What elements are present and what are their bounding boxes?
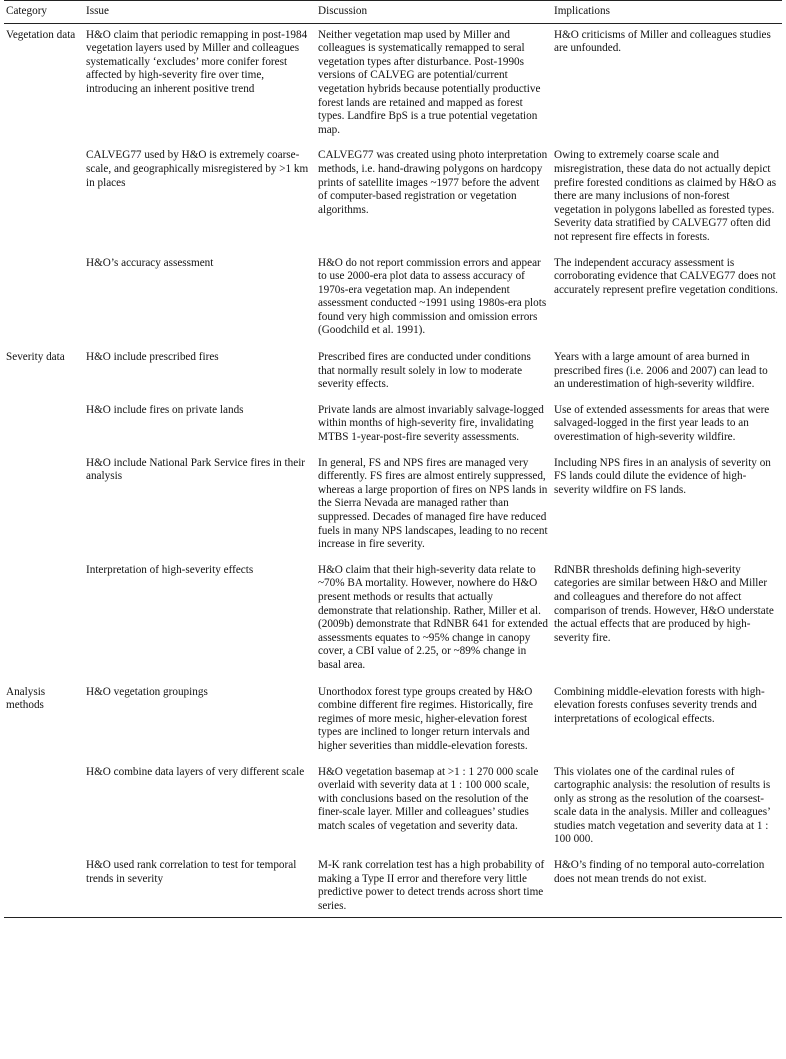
table-row <box>4 23 782 145</box>
discussion-cell: Prescribed fires are conducted under conditions that normally result solely in low to moderate severity effects. <box>318 351 531 391</box>
header-row <box>4 1 782 24</box>
issues-table <box>4 0 782 918</box>
issue-cell: H&O include prescribed fires <box>86 351 219 364</box>
category-cell <box>4 453 84 560</box>
implications-cell: H&O’s finding of no temporal auto-correlation does not mean trends do not exist. <box>552 855 782 918</box>
header-category: Category <box>4 1 84 24</box>
table-header <box>4 1 782 24</box>
issue-cell: H&O vegetation groupings <box>86 685 208 698</box>
category-cell <box>4 253 84 347</box>
category-cell: Vegetation data <box>6 28 76 41</box>
category-cell <box>4 855 84 918</box>
category-cell <box>4 145 84 252</box>
implications-cell: Years with a large amount of area burned in prescribed fires (i.e. 2006 and 2007) can lead to an underestimation of high-severity wildfire. <box>554 351 768 391</box>
category-cell: Analysis methods <box>6 685 46 712</box>
issue-cell: H&O include National Park Service fires in their analysis <box>86 456 306 483</box>
issue-cell: H&O used rank correlation to test for temporal trends in severity <box>84 855 316 918</box>
discussion-cell: CALVEG77 was created using photo interpretation methods, i.e. hand-drawing polygons on hardcopy prints of satellite images ~1977 before the advent of computer-based registration or vegetation algorithms. <box>318 149 548 216</box>
discussion-cell: Unorthodox forest type groups created by H&O combine different fire regimes. Historically, fire regimes of more mesic, higher-elevation forest types are inclined to longer return intervals and higher severities than middle-elevation forests. <box>318 685 533 752</box>
category-cell: Severity data <box>6 351 65 364</box>
category-cell <box>4 762 84 856</box>
issue-cell: H&O’s accuracy assessment <box>86 256 214 269</box>
category-cell <box>4 400 84 453</box>
table-row <box>4 346 782 400</box>
table-row <box>4 855 782 918</box>
header-issue: Issue <box>84 1 316 24</box>
issue-cell: H&O combine data layers of very different scale <box>86 765 305 778</box>
implications-cell: Use of extended assessments for areas that were salvaged-logged in the first year leads to an overestimation of high-severity wildfire. <box>554 403 770 444</box>
discussion-cell: H&O claim that their high-severity data relate to ~70% BA mortality. However, nowhere do H&O present methods or results that actually demonstrate that relationship. Rather, Miller et al. (2009b) demonstrate that RdNBR 641 for extended assessments equates to ~95% change in canopy cover, a CBI value of 2.25, or ~89% change in basal area. <box>318 563 548 671</box>
implications-cell: This violates one of the cardinal rules of cartographic analysis: the resolution of results is only as strong as the resolution of the coarsest-scale data in the analysis. Miller and colleagues’ studies match vegetation and severity data at 1 : 100 000. <box>554 765 771 846</box>
discussion-cell: Neither vegetation map used by Miller and colleagues is systematically remapped to seral vegetation types after disturbance. Post-1990s versions of CALVEG are potential/current vegetation hybrids because potentially productive forest lands are retained and mapped as forest types. Landfire BpS is a true potential vegetation map. <box>318 28 541 136</box>
issue-cell: H&O include fires on private lands <box>86 403 244 416</box>
discussion-cell: Private lands are almost invariably salvage-logged within months of high-severity fire, invalidating MTBS 1-year-post-fire severity assessments. <box>318 403 544 444</box>
table-body <box>4 23 782 918</box>
implications-cell: Owing to extremely coarse scale and misregistration, these data do not actually depict prefire forested conditions as claimed by H&O as there are many inclusions of non-forest vegetation in polygons labelled as forested types. Severity data stratified by CALVEG77 often did not represent fire effects in forests. <box>554 149 777 243</box>
discussion-cell: H&O do not report commission errors and appear to use 2000-era plot data to assess accuracy of 1970s-era vegetation map. An independent assessment conducted ~1991 using 1980s-era plots found very high commission and omission errors (Goodchild et al. 1991). <box>318 256 547 337</box>
issue-cell: Interpretation of high-severity effects <box>86 563 254 576</box>
table-row <box>4 681 782 762</box>
issue-cell: CALVEG77 used by H&O is extremely coarse-scale, and geographically misregistered by >1 km in places <box>86 149 309 189</box>
table-row <box>4 400 782 453</box>
implications-cell: Including NPS fires in an analysis of severity on FS lands could dilute the evidence of high-severity wildfire on FS lands. <box>554 456 771 496</box>
discussion-cell: M-K rank correlation test has a high probability of making a Type II error and therefore very little predictive power to detect trends across short time series. <box>316 855 552 918</box>
table-row <box>4 453 782 560</box>
header-discussion: Discussion <box>316 1 552 24</box>
implications-cell: Combining middle-elevation forests with high-elevation forests confuses severity trends and interpretations of ecological effects. <box>554 685 765 725</box>
header-implications: Implications <box>552 1 782 24</box>
category-cell <box>4 560 84 681</box>
table-row <box>4 560 782 681</box>
discussion-cell: In general, FS and NPS fires are managed very differently. FS fires are almost entirely suppressed, whereas a large proportion of fires on NPS lands in the Sierra Nevada are managed rather than suppressed. Decades of managed fire have reduced fuels in many NPS landscapes, leading to no recent increase in fire severity. <box>318 456 548 551</box>
implications-cell: RdNBR thresholds defining high-severity categories are similar between H&O and Miller and colleagues and therefore do not affect comparison of trends. However, H&O understate the actual effects that are produced by high-severity fire. <box>554 563 774 644</box>
table-row <box>4 145 782 252</box>
implications-cell: H&O criticisms of Miller and colleagues studies are unfounded. <box>554 28 771 55</box>
discussion-cell: H&O vegetation basemap at >1 : 1 270 000 scale overlaid with severity data at 1 : 100 000 scale, with conclusions based on the resolution of the finer-scale layer. Miller and colleagues’ studies match scales of vegetation and severity data. <box>318 765 539 832</box>
table-row <box>4 762 782 856</box>
implications-cell: The independent accuracy assessment is corroborating evidence that CALVEG77 does not accurately represent prefire vegetation conditions. <box>554 256 778 296</box>
issue-cell: H&O claim that periodic remapping in post-1984 vegetation layers used by Miller and colleagues systematically ‘excludes’ more conifer forest affected by high-severity fire over time, introducing an inherent positive trend <box>86 28 308 95</box>
table-row <box>4 253 782 347</box>
